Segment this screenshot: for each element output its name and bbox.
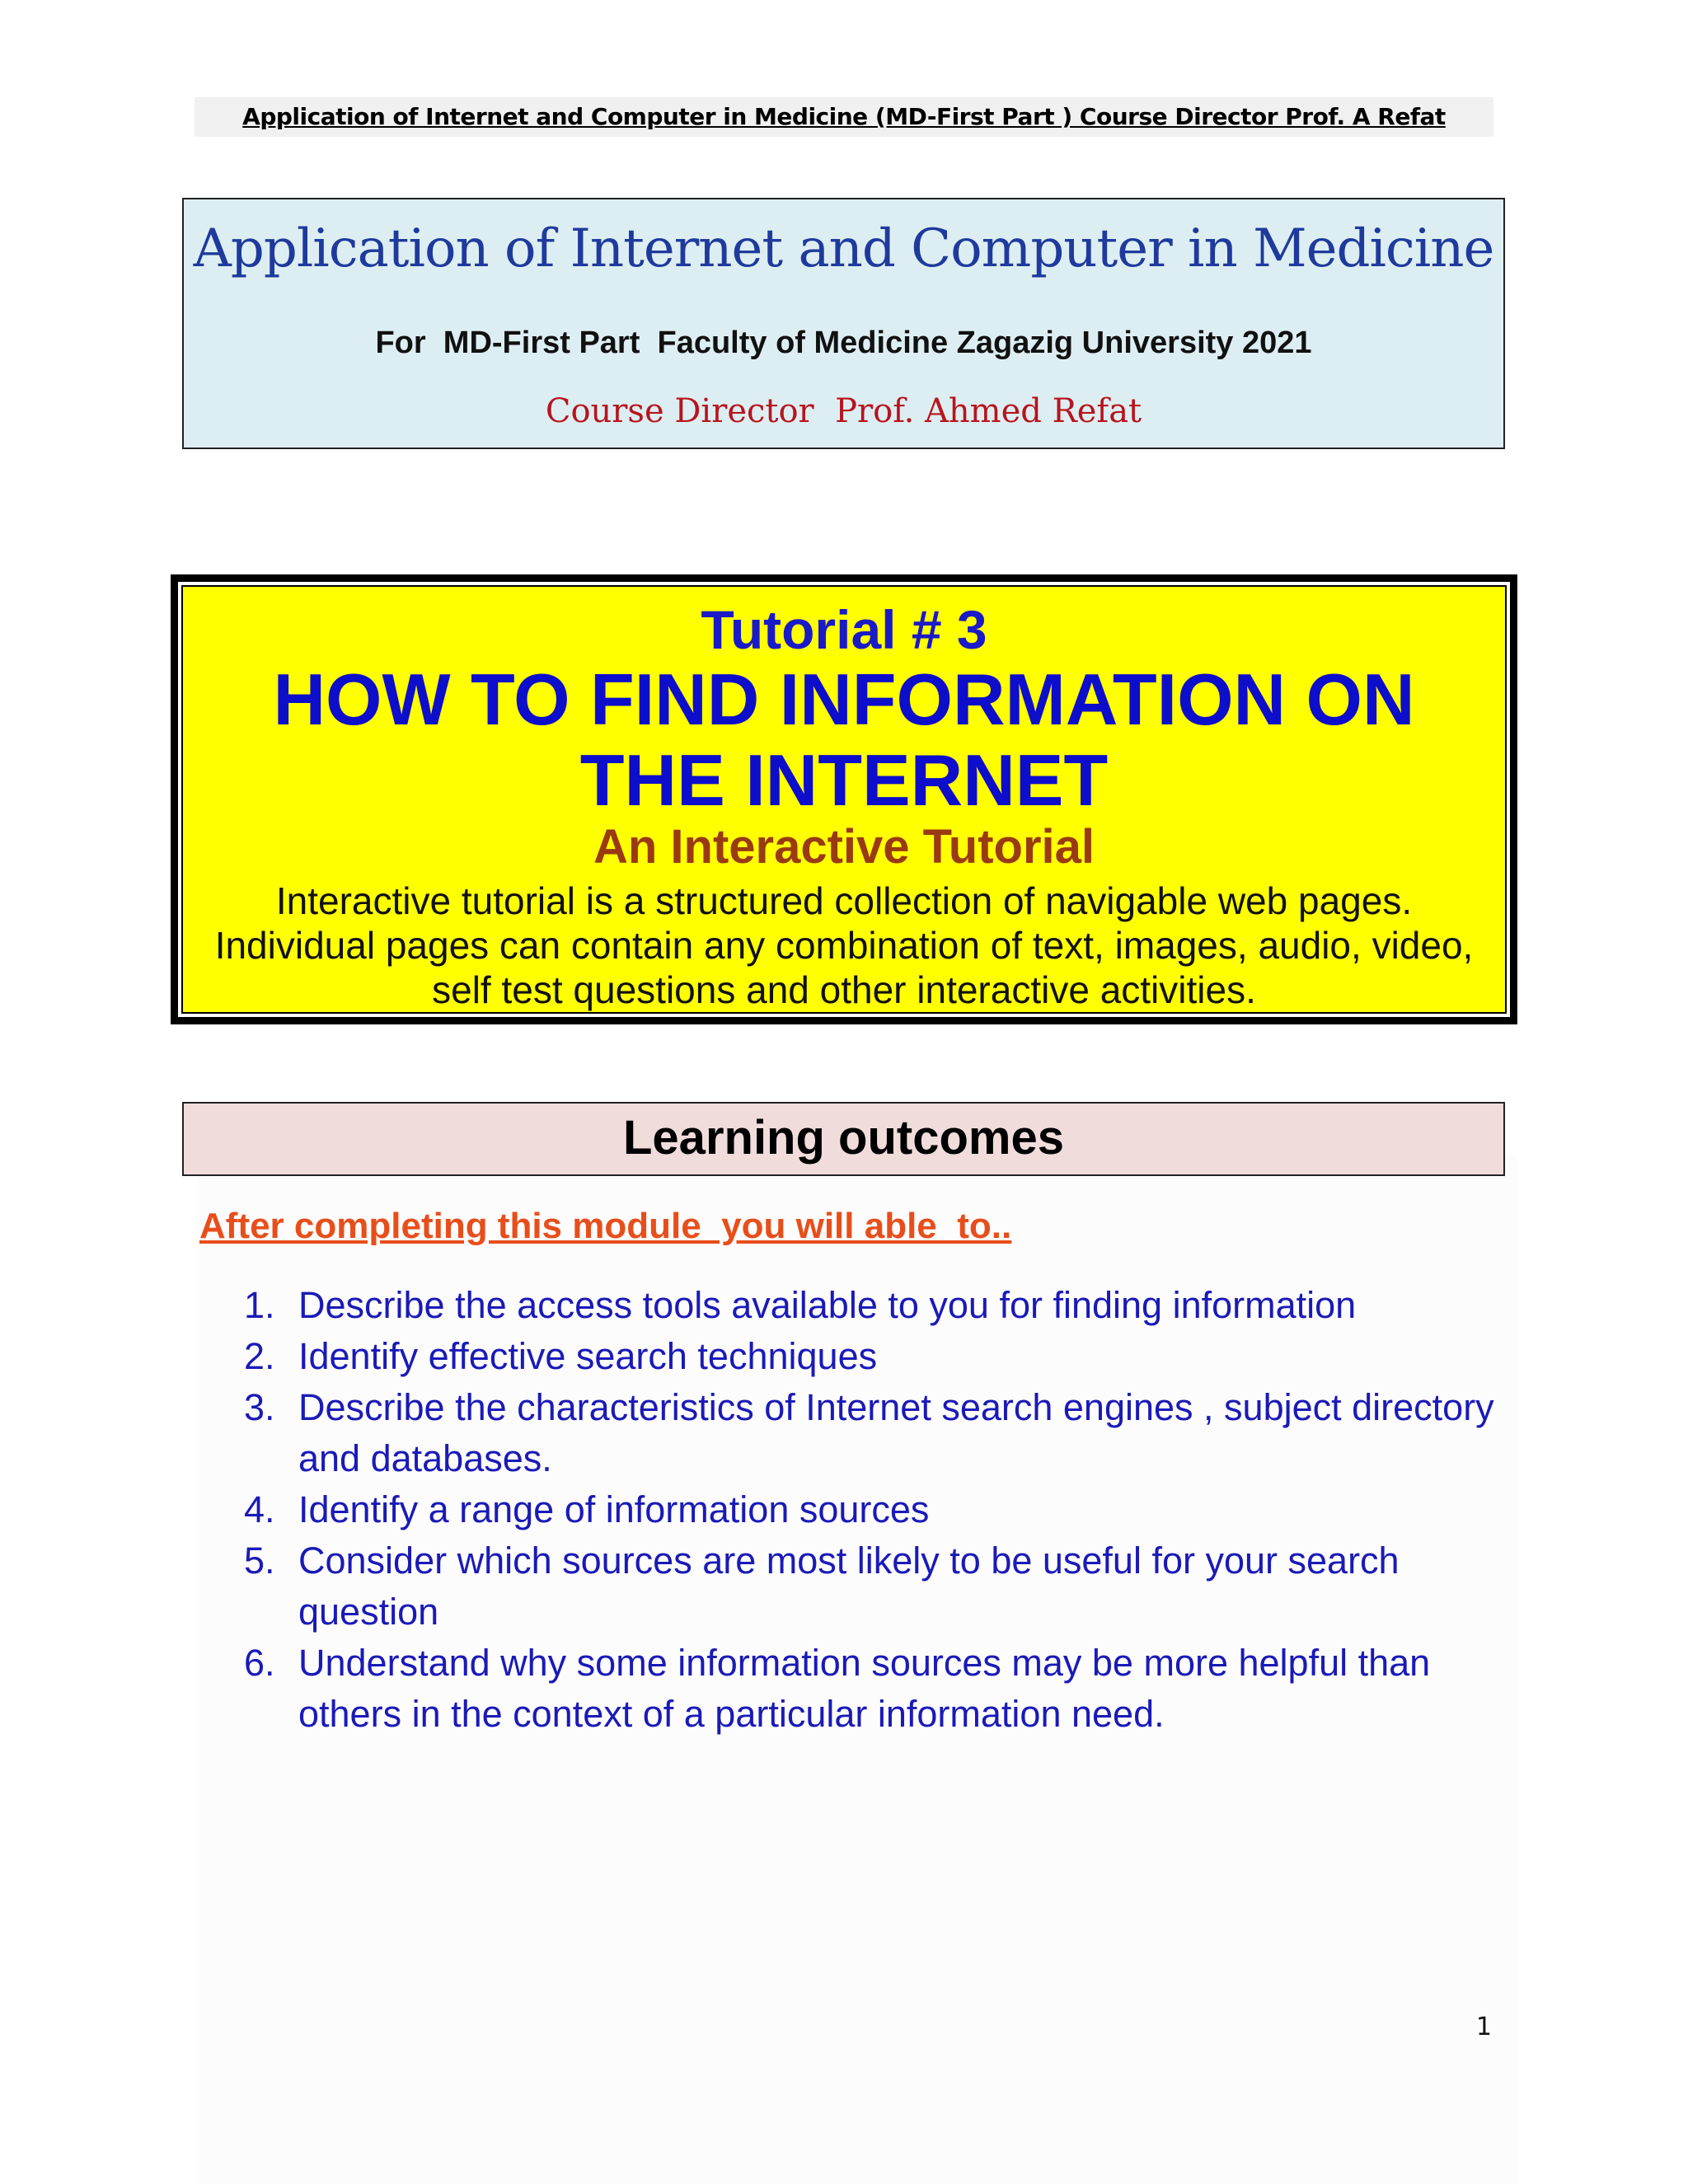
course-title: Application of Internet and Computer in Medicine xyxy=(193,218,1494,279)
tutorial-description xyxy=(199,879,1489,1012)
course-director: Course Director Prof. Ahmed Refat xyxy=(545,392,1142,430)
tutorial-banner-inner xyxy=(181,585,1507,1014)
tutorial-title-line-1: HOW TO FIND INFORMATION ON xyxy=(273,658,1415,740)
outcomes-intro: After completing this module you will able to.. xyxy=(199,1206,1012,1246)
tutorial-title xyxy=(183,659,1505,821)
tutorial-number: Tutorial # 3 xyxy=(701,599,987,660)
learning-outcomes-heading: Learning outcomes xyxy=(182,1102,1505,1176)
list-item-number: 3. xyxy=(244,1386,275,1428)
outcomes-list xyxy=(244,1280,1513,1740)
tutorial-subtitle: An Interactive Tutorial xyxy=(593,820,1095,874)
running-header: Application of Internet and Computer in Medicine (MD-First Part ) Course Director Prof. A Refat xyxy=(195,97,1493,137)
list-item-text: Identify a range of information sources xyxy=(298,1488,930,1530)
page-number: 1 xyxy=(1475,2013,1492,2041)
tutorial-title-line-2: THE INTERNET xyxy=(579,739,1109,821)
list-item-text: Describe the characteristics of Internet search engines , subject directory and databases. xyxy=(298,1386,1494,1479)
list-item xyxy=(244,1280,1513,1331)
list-item xyxy=(244,1484,1513,1535)
tutorial-banner xyxy=(171,574,1517,1024)
tutorial-description-line-2: Individual pages can contain any combination of text, images, audio, video, xyxy=(214,924,1474,967)
list-item-number: 5. xyxy=(244,1540,275,1582)
list-item-text: Describe the access tools available to you for finding information xyxy=(298,1284,1357,1326)
course-subtitle: For MD-First Part Faculty of Medicine Zagazig University 2021 xyxy=(375,326,1312,360)
list-item xyxy=(244,1382,1513,1484)
course-info-box xyxy=(182,198,1505,449)
list-item xyxy=(244,1638,1513,1740)
list-item xyxy=(244,1331,1513,1382)
list-item-text: Understand why some information sources may be more helpful than others in the context of a particular information need. xyxy=(298,1642,1431,1735)
list-item-number: 2. xyxy=(244,1335,275,1377)
tutorial-description-line-3: self test questions and other interactive activities. xyxy=(432,968,1256,1011)
list-item-number: 1. xyxy=(244,1284,275,1326)
list-item-number: 4. xyxy=(244,1488,275,1530)
list-item-number: 6. xyxy=(244,1642,275,1684)
list-item-text: Consider which sources are most likely to be useful for your search question xyxy=(298,1540,1400,1633)
list-item xyxy=(244,1535,1513,1638)
tutorial-description-line-1: Interactive tutorial is a structured collection of navigable web pages. xyxy=(275,879,1413,922)
list-item-text: Identify effective search techniques xyxy=(298,1335,878,1377)
